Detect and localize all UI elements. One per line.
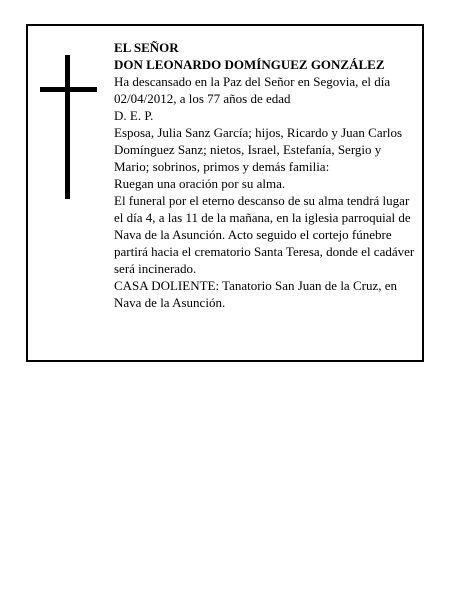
death-announcement: Ha descansado en la Paz del Señor en Segovia, el día 02/04/2012, a los 77 años de edad (114, 74, 391, 106)
cross-vertical-bar (65, 55, 70, 199)
cross-icon (40, 55, 97, 199)
notice-text (114, 39, 419, 311)
family-members: Esposa, Julia Sanz García; hijos, Ricardo y Juan Carlos Domínguez Sanz; nietos, Israel, Estefanía, Sergio y Mario; sobrinos, primos y demás familia: (114, 125, 403, 174)
deceased-title: EL SEÑOR (114, 40, 179, 55)
funeral-details: El funeral por el eterno descanso de su alma tendrá lugar el día 4, a las 11 de la mañana, en la iglesia parroquial de Nava de la Asunción. Acto seguido el cortejo fúnebre partirá hacia el crematorio Santa Teresa, donde el cadáver será incinerado. (114, 193, 415, 276)
rip-abbreviation: D. E. P. (114, 108, 154, 123)
obituary-notice (26, 24, 424, 362)
mourning-house: CASA DOLIENTE: Tanatorio San Juan de la Cruz, en Nava de la Asunción. (114, 278, 397, 310)
deceased-name: DON LEONARDO DOMÍNGUEZ GONZÁLEZ (114, 57, 385, 72)
cross-horizontal-bar (40, 87, 97, 92)
prayer-request: Ruegan una oración por su alma. (114, 176, 286, 191)
